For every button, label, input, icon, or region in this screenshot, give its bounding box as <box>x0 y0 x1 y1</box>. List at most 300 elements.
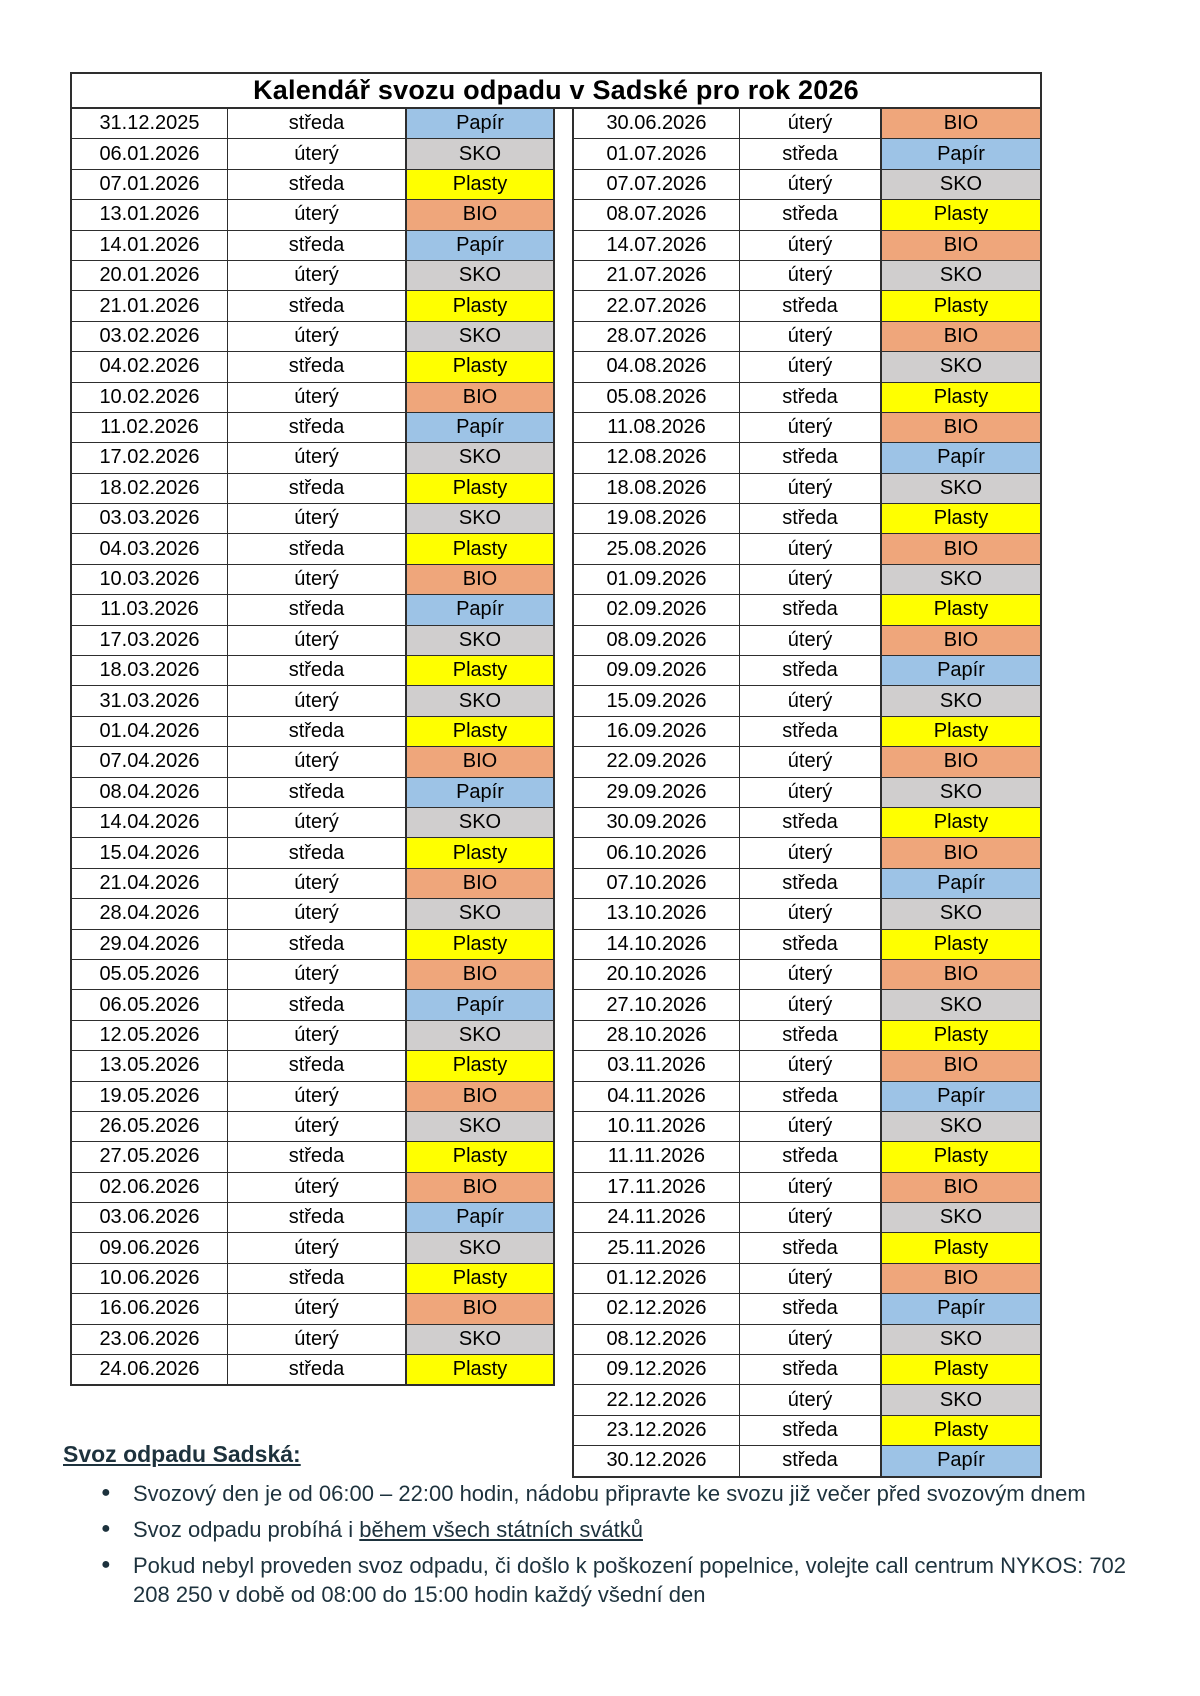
table-row <box>72 898 553 928</box>
table-row <box>72 260 553 290</box>
waste-type-cell: SKO <box>405 261 553 290</box>
date-cell: 13.10.2026 <box>606 902 707 925</box>
weekday-cell: úterý <box>227 261 405 290</box>
table-row <box>72 1020 553 1050</box>
weekday-cell: úterý <box>739 534 880 563</box>
waste-type-cell: BIO <box>405 565 553 594</box>
table-row <box>574 382 1040 412</box>
waste-type-cell: Plasty <box>880 1233 1040 1262</box>
waste-type-cell: SKO <box>405 808 553 837</box>
table-row <box>72 1141 553 1171</box>
table-row <box>574 837 1040 867</box>
weekday-cell: úterý <box>227 322 405 351</box>
table-row <box>72 807 553 837</box>
weekday-cell: úterý <box>227 1082 405 1111</box>
date-cell: 10.02.2026 <box>99 385 200 408</box>
table-row <box>72 868 553 898</box>
note-text: Svoz odpadu probíhá i <box>133 1517 360 1542</box>
waste-type-cell: Plasty <box>880 808 1040 837</box>
waste-type-cell: SKO <box>405 1233 553 1262</box>
waste-type-cell: SKO <box>880 1385 1040 1414</box>
weekday-cell: úterý <box>739 170 880 199</box>
waste-type-cell: Plasty <box>405 1355 553 1384</box>
weekday-cell: úterý <box>739 413 880 442</box>
date-cell: 12.05.2026 <box>99 1023 200 1046</box>
table-row <box>72 169 553 199</box>
waste-type-cell: Plasty <box>405 534 553 563</box>
table-row <box>574 625 1040 655</box>
date-cell: 01.04.2026 <box>99 720 200 742</box>
date-cell: 09.12.2026 <box>606 1358 707 1381</box>
weekday-cell: úterý <box>739 747 880 776</box>
weekday-cell: úterý <box>739 626 880 655</box>
waste-type-cell: SKO <box>405 899 553 928</box>
weekday-cell: středa <box>739 1446 880 1475</box>
date-cell: 29.04.2026 <box>99 932 200 955</box>
date-cell: 05.05.2026 <box>99 963 200 986</box>
weekday-cell: úterý <box>739 261 880 290</box>
waste-type-cell: SKO <box>405 686 553 715</box>
table-row <box>72 351 553 381</box>
weekday-cell: úterý <box>739 1385 880 1414</box>
calendar-title: Kalendář svozu odpadu v Sadské pro rok 2026 <box>70 72 1042 109</box>
weekday-cell: středa <box>739 504 880 533</box>
date-cell: 08.04.2026 <box>99 780 200 803</box>
table-row <box>72 716 553 746</box>
weekday-cell: středa <box>739 1294 880 1323</box>
waste-type-cell: BIO <box>405 1294 553 1323</box>
table-row <box>72 685 553 715</box>
table-row <box>72 382 553 412</box>
table-row <box>574 533 1040 563</box>
date-cell: 03.03.2026 <box>99 507 200 530</box>
weekday-cell: úterý <box>227 383 405 412</box>
table-row <box>72 625 553 655</box>
waste-type-cell: BIO <box>880 747 1040 776</box>
weekday-cell: úterý <box>739 1051 880 1080</box>
weekday-cell: úterý <box>227 869 405 898</box>
date-cell: 13.05.2026 <box>99 1054 200 1077</box>
waste-type-cell: BIO <box>880 413 1040 442</box>
date-cell: 07.01.2026 <box>99 172 200 195</box>
waste-type-cell: Papír <box>405 231 553 260</box>
date-cell: 10.06.2026 <box>99 1267 200 1290</box>
date-cell: 11.03.2026 <box>100 598 199 621</box>
bullet-dot-icon: ● <box>101 1520 111 1537</box>
date-cell: 01.07.2026 <box>606 142 707 165</box>
waste-type-cell: Plasty <box>405 838 553 867</box>
waste-type-cell: SKO <box>405 1112 553 1141</box>
underlined-text: během všech státních svátků <box>359 1517 643 1542</box>
waste-type-cell: Papír <box>405 990 553 1019</box>
weekday-cell: středa <box>227 717 405 746</box>
waste-type-cell: Plasty <box>405 1264 553 1293</box>
date-cell: 06.01.2026 <box>99 142 200 165</box>
table-row <box>72 473 553 503</box>
date-cell: 11.08.2026 <box>607 416 706 439</box>
waste-type-cell: SKO <box>880 899 1040 928</box>
date-cell: 03.06.2026 <box>99 1206 200 1229</box>
table-row <box>574 685 1040 715</box>
waste-type-cell: BIO <box>405 869 553 898</box>
footer-bullet-item <box>63 1515 1148 1544</box>
waste-type-cell: Papír <box>880 139 1040 168</box>
table-row <box>72 1172 553 1202</box>
weekday-cell: středa <box>739 595 880 624</box>
weekday-cell: středa <box>227 1203 405 1232</box>
table-row <box>574 109 1040 138</box>
date-cell: 14.07.2026 <box>606 233 707 256</box>
date-cell: 29.09.2026 <box>606 780 707 803</box>
table-row <box>574 564 1040 594</box>
waste-type-cell: Papír <box>405 109 553 138</box>
weekday-cell: středa <box>739 869 880 898</box>
weekday-cell: úterý <box>227 1021 405 1050</box>
date-cell: 22.09.2026 <box>606 750 707 773</box>
date-cell: 31.12.2025 <box>99 112 200 135</box>
waste-type-cell: BIO <box>880 1264 1040 1293</box>
date-cell: 20.10.2026 <box>606 963 707 986</box>
date-cell: 27.10.2026 <box>606 993 707 1016</box>
table-row <box>72 109 553 138</box>
table-row <box>574 1293 1040 1323</box>
waste-type-cell: Plasty <box>405 1142 553 1171</box>
table-row <box>574 1020 1040 1050</box>
date-cell: 12.08.2026 <box>606 446 707 469</box>
waste-type-cell: Papír <box>880 443 1040 472</box>
date-cell: 30.12.2026 <box>606 1449 707 1472</box>
table-row <box>574 1202 1040 1232</box>
table-row <box>574 655 1040 685</box>
weekday-cell: úterý <box>227 139 405 168</box>
table-row <box>574 412 1040 442</box>
table-row <box>574 898 1040 928</box>
date-cell: 03.02.2026 <box>99 324 200 347</box>
weekday-cell: úterý <box>227 808 405 837</box>
waste-calendar-table <box>70 72 1042 1478</box>
weekday-cell: středa <box>227 413 405 442</box>
date-cell: 31.03.2026 <box>99 689 200 712</box>
weekday-cell: úterý <box>227 504 405 533</box>
waste-type-cell: BIO <box>405 383 553 412</box>
table-row <box>72 1202 553 1232</box>
date-cell: 13.01.2026 <box>99 203 200 226</box>
table-row <box>574 1263 1040 1293</box>
table-row <box>72 777 553 807</box>
date-cell: 15.04.2026 <box>99 841 200 864</box>
weekday-cell: úterý <box>739 1203 880 1232</box>
waste-type-cell: Plasty <box>880 717 1040 746</box>
waste-type-cell: BIO <box>880 626 1040 655</box>
waste-type-cell: SKO <box>405 322 553 351</box>
date-cell: 16.06.2026 <box>99 1297 200 1320</box>
weekday-cell: úterý <box>739 899 880 928</box>
date-cell: 15.09.2026 <box>606 689 707 712</box>
waste-type-cell: BIO <box>880 109 1040 138</box>
table-row <box>574 1141 1040 1171</box>
weekday-cell: středa <box>739 808 880 837</box>
weekday-cell: úterý <box>739 322 880 351</box>
note-text: Pokud nebyl proveden svoz odpadu, či došlo k poškození popelnice, volejte call centrum NYKOS: 702 208 250 v době od 08:00 do 15:00 hodin každý všední den <box>133 1553 1127 1607</box>
waste-type-cell: Papír <box>405 1203 553 1232</box>
waste-type-cell: BIO <box>880 1173 1040 1202</box>
weekday-cell: úterý <box>739 1173 880 1202</box>
date-cell: 28.10.2026 <box>606 1023 707 1046</box>
date-cell: 21.01.2026 <box>99 294 200 317</box>
waste-type-cell: SKO <box>880 990 1040 1019</box>
date-cell: 17.11.2026 <box>607 1175 706 1198</box>
table-row <box>72 321 553 351</box>
date-cell: 14.04.2026 <box>99 811 200 834</box>
weekday-cell: středa <box>739 139 880 168</box>
date-cell: 23.06.2026 <box>99 1327 200 1350</box>
date-cell: 09.09.2026 <box>606 659 707 682</box>
weekday-cell: středa <box>739 443 880 472</box>
weekday-cell: středa <box>227 1142 405 1171</box>
waste-type-cell: SKO <box>405 626 553 655</box>
waste-type-cell: Papír <box>405 595 553 624</box>
waste-type-cell: Plasty <box>405 474 553 503</box>
waste-type-cell: SKO <box>880 778 1040 807</box>
weekday-cell: středa <box>227 1355 405 1384</box>
table-row <box>574 1232 1040 1262</box>
waste-type-cell: Plasty <box>880 1021 1040 1050</box>
date-cell: 22.12.2026 <box>606 1388 707 1411</box>
waste-type-cell: BIO <box>880 322 1040 351</box>
waste-type-cell: BIO <box>880 1051 1040 1080</box>
table-row <box>574 138 1040 168</box>
weekday-cell: úterý <box>227 200 405 229</box>
waste-type-cell: Plasty <box>880 1142 1040 1171</box>
date-cell: 19.05.2026 <box>99 1084 200 1107</box>
date-cell: 20.01.2026 <box>99 264 200 287</box>
date-cell: 14.10.2026 <box>606 932 707 955</box>
date-cell: 28.04.2026 <box>99 902 200 925</box>
waste-type-cell: Papír <box>880 869 1040 898</box>
table-row <box>574 1384 1040 1414</box>
table-row <box>72 837 553 867</box>
date-cell: 06.05.2026 <box>99 993 200 1016</box>
table-row <box>72 290 553 320</box>
waste-type-cell: Plasty <box>405 717 553 746</box>
date-cell: 02.09.2026 <box>606 598 707 621</box>
weekday-cell: úterý <box>739 960 880 989</box>
weekday-cell: středa <box>739 291 880 320</box>
weekday-cell: úterý <box>227 626 405 655</box>
date-cell: 26.05.2026 <box>99 1115 200 1138</box>
weekday-cell: středa <box>227 291 405 320</box>
weekday-cell: úterý <box>227 747 405 776</box>
table-row <box>574 290 1040 320</box>
table-row <box>72 412 553 442</box>
waste-type-cell: SKO <box>880 261 1040 290</box>
table-row <box>574 199 1040 229</box>
weekday-cell: úterý <box>739 565 880 594</box>
table-row <box>72 564 553 594</box>
waste-type-cell: Plasty <box>880 383 1040 412</box>
waste-type-cell: Plasty <box>405 170 553 199</box>
weekday-cell: středa <box>227 1051 405 1080</box>
waste-type-cell: Plasty <box>880 595 1040 624</box>
note-text: Svozový den je od 06:00 – 22:00 hodin, nádobu připravte ke svozu již večer před svozovým dnem <box>133 1481 1086 1506</box>
waste-type-cell: Plasty <box>405 656 553 685</box>
weekday-cell: středa <box>739 1021 880 1050</box>
table-row <box>72 929 553 959</box>
table-row <box>574 1172 1040 1202</box>
waste-type-cell: Plasty <box>405 930 553 959</box>
weekday-cell: středa <box>227 170 405 199</box>
date-cell: 09.06.2026 <box>99 1236 200 1259</box>
waste-type-cell: Plasty <box>880 1416 1040 1445</box>
table-row <box>72 1354 553 1384</box>
waste-type-cell: Plasty <box>880 930 1040 959</box>
waste-type-cell: Papír <box>405 778 553 807</box>
weekday-cell: středa <box>739 656 880 685</box>
table-row <box>574 442 1040 472</box>
weekday-cell: úterý <box>739 990 880 1019</box>
waste-type-cell: BIO <box>880 231 1040 260</box>
date-cell: 01.09.2026 <box>606 568 707 591</box>
waste-type-cell: SKO <box>880 686 1040 715</box>
waste-type-cell: BIO <box>405 1082 553 1111</box>
table-row <box>72 1232 553 1262</box>
weekday-cell: středa <box>739 717 880 746</box>
date-cell: 21.04.2026 <box>99 871 200 894</box>
waste-type-cell: BIO <box>405 1173 553 1202</box>
table-row <box>72 655 553 685</box>
calendar-body <box>70 109 1042 1478</box>
table-row <box>72 199 553 229</box>
waste-type-cell: Plasty <box>880 504 1040 533</box>
table-row <box>72 1081 553 1111</box>
weekday-cell: úterý <box>739 778 880 807</box>
waste-type-cell: BIO <box>880 838 1040 867</box>
table-row <box>574 716 1040 746</box>
table-row <box>574 959 1040 989</box>
calendar-left-half <box>70 109 555 1386</box>
date-cell: 27.05.2026 <box>99 1145 200 1168</box>
weekday-cell: středa <box>227 231 405 260</box>
weekday-cell: středa <box>739 383 880 412</box>
waste-type-cell: SKO <box>405 443 553 472</box>
waste-type-cell: Plasty <box>880 200 1040 229</box>
waste-type-cell: Papír <box>880 1294 1040 1323</box>
weekday-cell: středa <box>739 200 880 229</box>
date-cell: 07.04.2026 <box>99 750 200 773</box>
waste-type-cell: BIO <box>405 747 553 776</box>
weekday-cell: středa <box>739 1082 880 1111</box>
date-cell: 04.08.2026 <box>606 355 707 378</box>
date-cell: 17.02.2026 <box>99 446 200 469</box>
weekday-cell: úterý <box>739 838 880 867</box>
date-cell: 07.10.2026 <box>606 871 707 894</box>
table-row <box>72 594 553 624</box>
weekday-cell: úterý <box>739 686 880 715</box>
table-row <box>72 746 553 776</box>
table-row <box>574 351 1040 381</box>
date-cell: 14.01.2026 <box>99 233 200 256</box>
weekday-cell: úterý <box>227 960 405 989</box>
footer-bullet-item <box>63 1479 1148 1508</box>
table-row <box>574 503 1040 533</box>
waste-type-cell: SKO <box>405 139 553 168</box>
table-row <box>72 1324 553 1354</box>
date-cell: 11.02.2026 <box>100 416 199 439</box>
weekday-cell: úterý <box>739 109 880 138</box>
date-cell: 05.08.2026 <box>606 385 707 408</box>
date-cell: 08.09.2026 <box>606 628 707 651</box>
table-row <box>574 1050 1040 1080</box>
table-row <box>574 594 1040 624</box>
waste-type-cell: BIO <box>880 960 1040 989</box>
date-cell: 02.12.2026 <box>606 1297 707 1320</box>
table-row <box>72 1293 553 1323</box>
waste-type-cell: Papír <box>880 1446 1040 1475</box>
waste-type-cell: BIO <box>405 960 553 989</box>
waste-type-cell: BIO <box>405 200 553 229</box>
table-row <box>574 321 1040 351</box>
footer-bullet-list <box>63 1479 1148 1609</box>
date-cell: 30.06.2026 <box>606 112 707 135</box>
waste-type-cell: SKO <box>880 170 1040 199</box>
weekday-cell: úterý <box>227 1325 405 1354</box>
waste-type-cell: Plasty <box>405 1051 553 1080</box>
date-cell: 07.07.2026 <box>606 172 707 195</box>
waste-type-cell: Papír <box>880 1082 1040 1111</box>
date-cell: 23.12.2026 <box>606 1418 707 1441</box>
weekday-cell: středa <box>227 534 405 563</box>
table-row <box>574 473 1040 503</box>
table-row <box>574 169 1040 199</box>
date-cell: 10.03.2026 <box>99 568 200 591</box>
date-cell: 02.06.2026 <box>99 1175 200 1198</box>
waste-type-cell: SKO <box>880 474 1040 503</box>
waste-type-cell: SKO <box>405 1021 553 1050</box>
waste-type-cell: Plasty <box>405 352 553 381</box>
weekday-cell: středa <box>739 1416 880 1445</box>
weekday-cell: úterý <box>227 1294 405 1323</box>
weekday-cell: úterý <box>739 1325 880 1354</box>
date-cell: 01.12.2026 <box>606 1267 707 1290</box>
calendar-right-half <box>572 109 1042 1478</box>
table-row <box>72 230 553 260</box>
table-row <box>72 959 553 989</box>
date-cell: 21.07.2026 <box>606 264 707 287</box>
date-cell: 06.10.2026 <box>606 841 707 864</box>
footer-notes <box>63 1441 1148 1616</box>
weekday-cell: středa <box>739 1142 880 1171</box>
weekday-cell: úterý <box>227 686 405 715</box>
waste-type-cell: SKO <box>405 1325 553 1354</box>
table-row <box>574 230 1040 260</box>
weekday-cell: středa <box>227 838 405 867</box>
table-row <box>574 1081 1040 1111</box>
weekday-cell: středa <box>227 656 405 685</box>
table-row <box>574 807 1040 837</box>
table-row <box>574 260 1040 290</box>
waste-type-cell: BIO <box>880 534 1040 563</box>
table-row <box>574 929 1040 959</box>
weekday-cell: úterý <box>227 443 405 472</box>
waste-type-cell: SKO <box>880 1203 1040 1232</box>
date-cell: 25.08.2026 <box>606 537 707 560</box>
weekday-cell: středa <box>227 352 405 381</box>
date-cell: 10.11.2026 <box>607 1115 706 1138</box>
footer-heading: Svoz odpadu Sadská: <box>63 1441 301 1467</box>
date-cell: 03.11.2026 <box>607 1054 706 1077</box>
weekday-cell: úterý <box>739 1112 880 1141</box>
table-row <box>574 868 1040 898</box>
